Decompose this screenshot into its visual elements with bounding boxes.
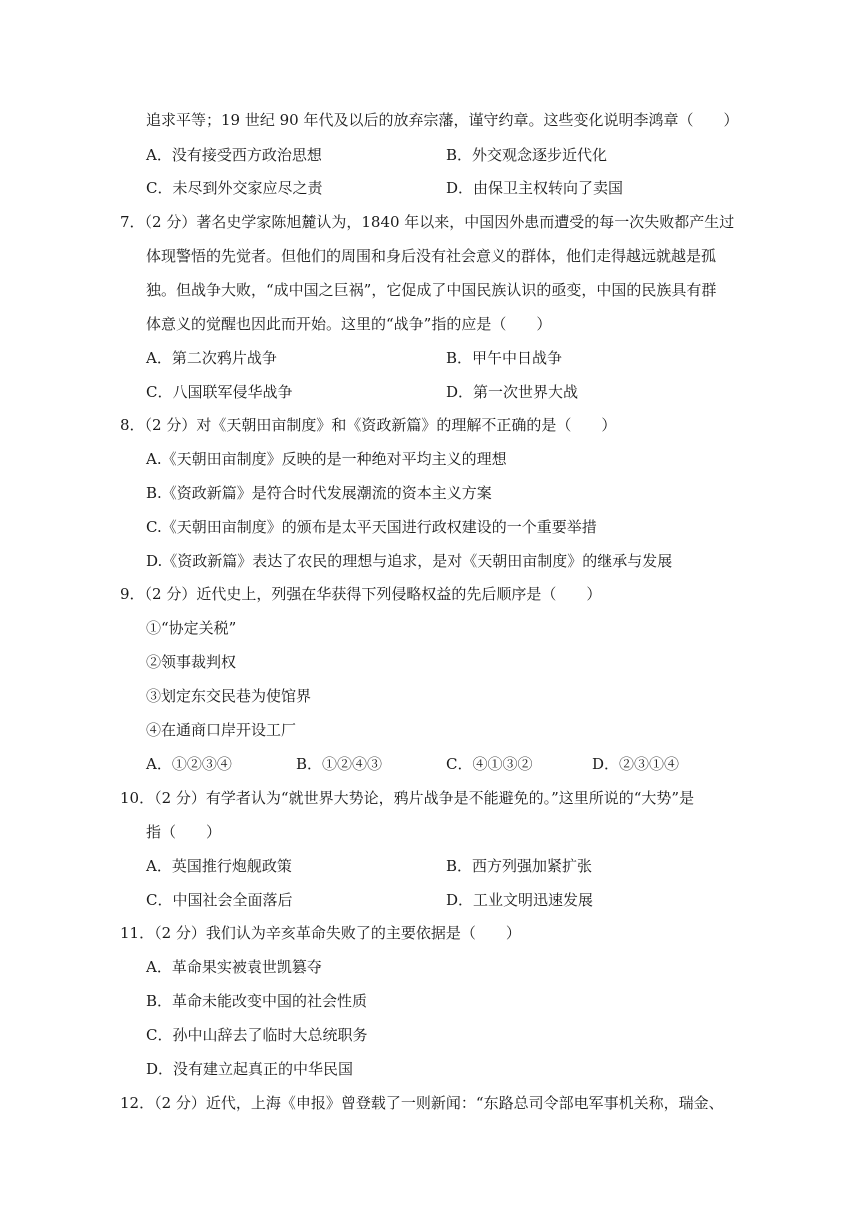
q9-item-3: ③划定东交民巷为使馆界 xyxy=(146,687,312,705)
q9-stem: 9．（2 分）近代史上，列强在华获得下列侵略权益的先后顺序是（ ） xyxy=(120,585,602,603)
q7-stem-line: 体现警悟的先觉者。但他们的周围和身后没有社会意义的群体，他们走得越远就越是孤 xyxy=(146,247,717,265)
q9-option-a: A．①②③④ xyxy=(146,755,232,773)
q10-stem-line: 10．（2 分）有学者认为“就世界大势论，鸦片战争是不能避免的。”这里所说的“大势”是 xyxy=(120,789,695,807)
q6-option-b: B．外交观念逐步近代化 xyxy=(446,146,608,164)
q6-option-c: C．未尽到外交家应尽之责 xyxy=(146,179,323,197)
q7-option-c: C．八国联军侵华战争 xyxy=(146,383,293,401)
q7-stem-line: 体意义的觉醒也因此而开始。这里的“战争”指的应是（ ） xyxy=(146,315,552,333)
q7-stem-line: 7．（2 分）著名史学家陈旭麓认为，1840 年以来，中国因外患而遭受的每一次失败都产生过 xyxy=(120,213,735,231)
q9-option-d: D．②③①④ xyxy=(592,755,680,773)
q9-item-1: ①“协定关税” xyxy=(146,619,237,637)
q8-option-d: D.《资政新篇》表达了农民的理想与追求，是对《天朝田亩制度》的继承与发展 xyxy=(146,552,673,570)
q7-stem-line: 独。但战争大败，“成中国之巨祸”，它促成了中国民族认识的亟变，中国的民族具有群 xyxy=(146,281,717,299)
q8-option-b: B.《资政新篇》是符合时代发展潮流的资本主义方案 xyxy=(146,484,492,502)
q8-stem: 8．（2 分）对《天朝田亩制度》和《资政新篇》的理解不正确的是（ ） xyxy=(120,416,617,434)
q8-option-c: C.《天朝田亩制度》的颁布是太平天国进行政权建设的一个重要举措 xyxy=(146,518,597,536)
q11-stem: 11．（2 分）我们认为辛亥革命失败了的主要依据是（ ） xyxy=(120,924,521,942)
q9-option-c: C．④①③② xyxy=(446,755,533,773)
q10-option-a: A．英国推行炮舰政策 xyxy=(146,857,292,875)
q9-item-4: ④在通商口岸开设工厂 xyxy=(146,721,297,739)
q6-stem-tail: 追求平等；19 世纪 90 年代及以后的放弃宗藩，谨守约章。这些变化说明李鸿章（ ） xyxy=(146,111,739,129)
q11-option-c: C．孙中山辞去了临时大总统职务 xyxy=(146,1026,368,1044)
q6-option-d: D．由保卫主权转向了卖国 xyxy=(446,179,624,197)
q12-stem: 12．（2 分）近代，上海《申报》曾登载了一则新闻：“东路总司令部电军事机关称，瑞金、 xyxy=(120,1094,724,1112)
q10-option-b: B．西方列强加紧扩张 xyxy=(446,857,593,875)
q7-option-a: A．第二次鸦片战争 xyxy=(146,349,277,367)
q7-option-b: B．甲午中日战争 xyxy=(446,349,563,367)
q11-option-b: B．革命未能改变中国的社会性质 xyxy=(146,992,368,1010)
q9-option-b: B．①②④③ xyxy=(296,755,383,773)
q6-option-a: A．没有接受西方政治思想 xyxy=(146,146,322,164)
q11-option-d: D．没有建立起真正的中华民国 xyxy=(146,1060,354,1078)
q10-option-d: D．工业文明迅速发展 xyxy=(446,891,594,909)
q10-option-c: C．中国社会全面落后 xyxy=(146,891,293,909)
q9-item-2: ②领事裁判权 xyxy=(146,653,237,671)
q11-option-a: A．革命果实被袁世凯篡夺 xyxy=(146,958,322,976)
q8-option-a: A.《天朝田亩制度》反映的是一种绝对平均主义的理想 xyxy=(146,450,507,468)
q10-stem-line: 指（ ） xyxy=(146,823,222,841)
q7-option-d: D．第一次世界大战 xyxy=(446,383,579,401)
